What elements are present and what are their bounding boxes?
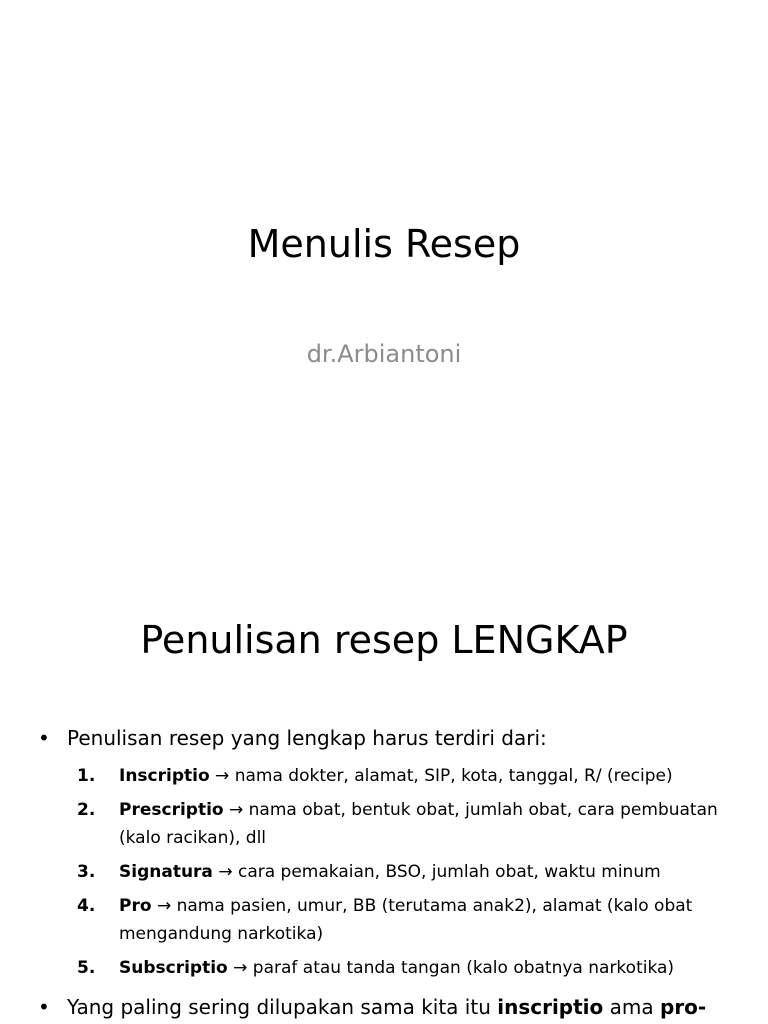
bullet-text-bold: pro- [660, 995, 707, 1019]
list-number: 4. [77, 896, 96, 916]
list-term: Subscriptio [119, 958, 228, 978]
arrow-icon: → [215, 766, 230, 786]
list-desc: nama pasien, umur, BB (terutama anak2), alamat (kalo obat mengandung narkotika) [119, 896, 693, 944]
arrow-icon: → [218, 862, 233, 882]
list-term: Signatura [119, 862, 213, 882]
list-desc: cara pemakaian, BSO, jumlah obat, waktu minum [237, 862, 661, 882]
list-number: 1. [77, 766, 96, 786]
list-number: 2. [77, 800, 96, 820]
list-item [77, 858, 737, 886]
list-desc: nama obat, bentuk obat, jumlah obat, cara pembuatan (kalo racikan), dll [119, 800, 718, 848]
bullet-item [38, 723, 738, 753]
numbered-list [77, 762, 737, 988]
bullet-marker: • [38, 995, 50, 1019]
list-item [77, 892, 737, 948]
bullet-text-bold: inscriptio [497, 995, 604, 1019]
list-term: Inscriptio [119, 766, 210, 786]
bullet-item [38, 992, 738, 1022]
list-desc: nama dokter, alamat, SIP, kota, tanggal, R/ (recipe) [234, 766, 673, 786]
bullet-marker: • [38, 726, 50, 750]
slide-subtitle: dr.Arbiantoni [306, 340, 462, 368]
slide-title: Menulis Resep [247, 222, 521, 266]
bullet-text: Penulisan resep yang lengkap harus terdiri dari: [67, 726, 547, 750]
arrow-icon: → [233, 958, 248, 978]
list-desc: paraf atau tanda tangan (kalo obatnya narkotika) [252, 958, 675, 978]
bullet-text [67, 992, 706, 1022]
list-item [77, 954, 737, 982]
list-item [77, 762, 737, 790]
list-term: Pro [119, 896, 152, 916]
list-number: 3. [77, 862, 96, 882]
list-item [77, 796, 737, 852]
slide-title: Penulisan resep LENGKAP [140, 618, 628, 662]
list-term: Prescriptio [119, 800, 224, 820]
arrow-icon: → [156, 896, 172, 916]
bullet-text-part: Yang paling sering dilupakan sama kita itu [67, 995, 498, 1019]
list-number: 5. [77, 958, 96, 978]
bullet-text-part: ama [603, 995, 660, 1019]
arrow-icon: → [229, 800, 244, 820]
